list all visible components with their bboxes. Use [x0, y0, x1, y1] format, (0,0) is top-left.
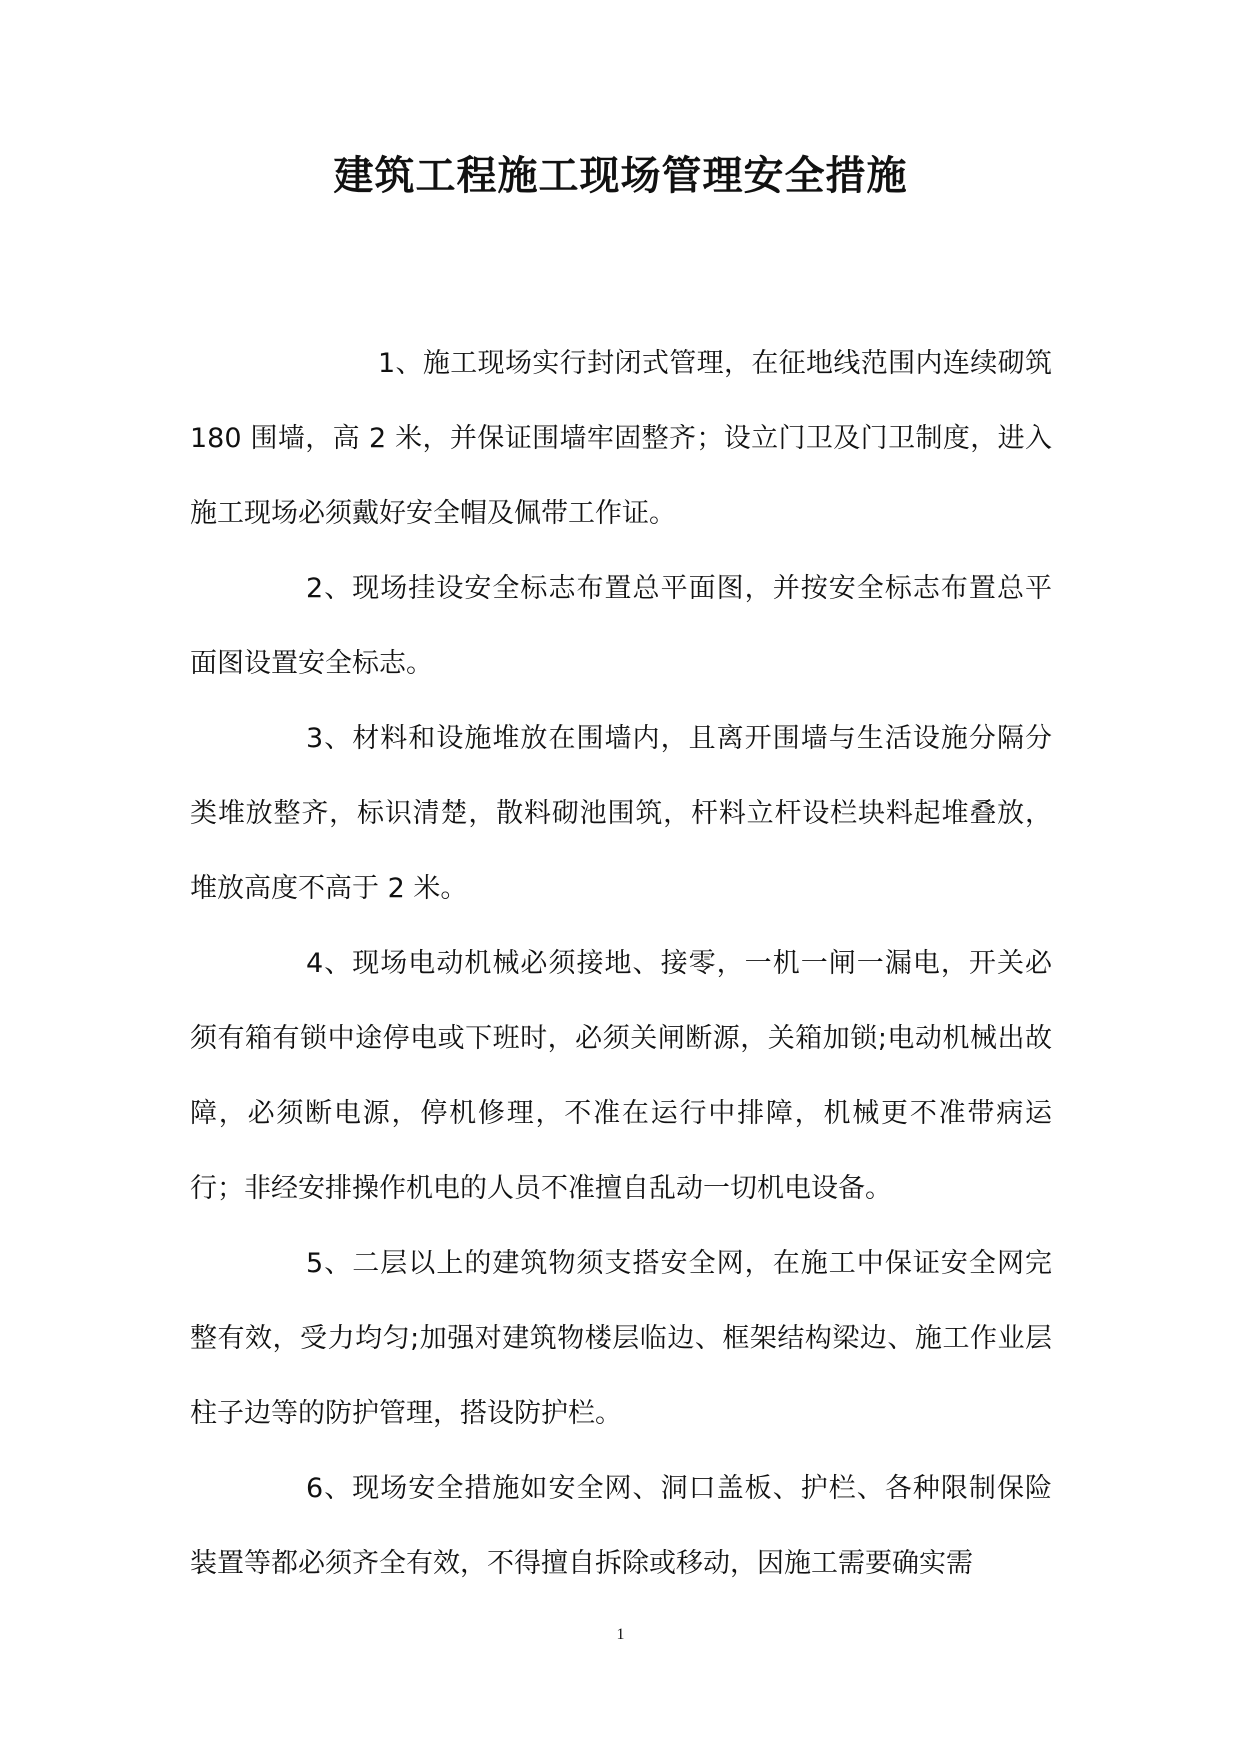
- document-title: 建筑工程施工现场管理安全措施: [333, 152, 908, 199]
- paragraph-4: 4、现场电动机械必须接地、接零，一机一闸一漏电，开关必须有箱有锁中途停电或下班时，必须关闸断源，关箱加锁;电动机械出故障，必须断电源，停机修理，不准在运行中排障，机械更不准带病运行；非经安排操作机电的人员不准擅自乱动一切机电设备。: [190, 948, 1052, 1204]
- paragraph-5: 5、二层以上的建筑物须支搭安全网，在施工中保证安全网完整有效，受力均匀;加强对建筑物楼层临边、框架结构梁边、施工作业层柱子边等的防护管理，搭设防护栏。: [190, 1248, 1052, 1429]
- paragraph-6: 6、现场安全措施如安全网、洞口盖板、护栏、各种限制保险装置等都必须齐全有效，不得擅自拆除或移动，因施工需要确实需: [190, 1473, 1052, 1579]
- document-body: [190, 326, 1052, 1601]
- page-number: 1: [616, 1626, 625, 1643]
- paragraph-2: 2、现场挂设安全标志布置总平面图，并按安全标志布置总平面图设置安全标志。: [190, 573, 1052, 679]
- paragraph-3: 3、材料和设施堆放在围墙内，且离开围墙与生活设施分隔分类堆放整齐，标识清楚，散料砌池围筑，杆料立杆设栏块料起堆叠放，堆放高度不高于 2 米。: [190, 723, 1052, 904]
- paragraph-1: 1、施工现场实行封闭式管理，在征地线范围内连续砌筑 180 围墙，高 2 米，并保证围墙牢固整齐；设立门卫及门卫制度，进入施工现场必须戴好安全帽及佩带工作证。: [190, 348, 1052, 529]
